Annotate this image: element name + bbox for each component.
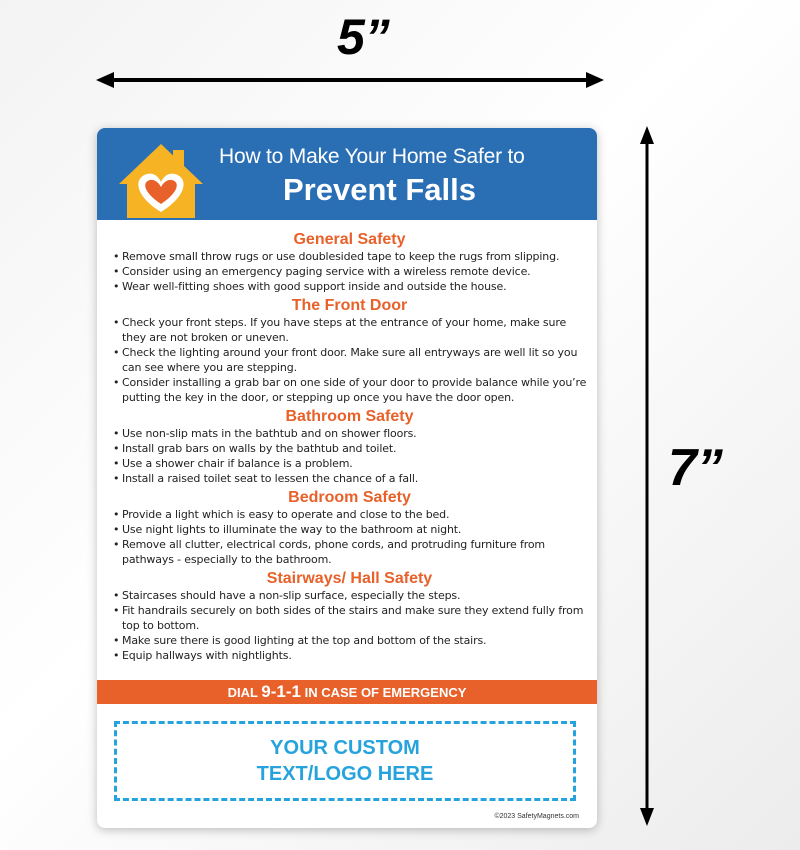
section-stairways-hall-safety <box>112 569 587 663</box>
tips-content <box>112 228 587 663</box>
bullet-list <box>112 315 587 405</box>
section-bedroom-safety <box>112 488 587 567</box>
bullet-list <box>112 588 587 663</box>
emergency-banner <box>97 680 597 704</box>
section-title: Bedroom Safety <box>288 489 411 506</box>
section-title: General Safety <box>293 231 406 248</box>
list-item: • Install grab bars on walls by the bathtub and toilet. <box>112 441 587 456</box>
section-title: Bathroom Safety <box>285 408 414 425</box>
height-arrow <box>640 126 654 826</box>
list-item: • Use night lights to illuminate the way to the bathroom at night. <box>112 522 587 537</box>
emergency-prefix: DIAL <box>227 685 262 700</box>
list-item: • Make sure there is good lighting at the top and bottom of the stairs. <box>112 633 587 648</box>
section-bathroom-safety <box>112 407 587 486</box>
list-item: • Use a shower chair if balance is a problem. <box>112 456 587 471</box>
header-title: Prevent Falls <box>283 172 476 207</box>
bullet-list <box>112 507 587 567</box>
list-item: • Fit handrails securely on both sides of the stairs and make sure they extend fully from top to bottom. <box>112 603 587 633</box>
bullet-list <box>112 426 587 486</box>
list-item: • Use non-slip mats in the bathtub and on shower floors. <box>112 426 587 441</box>
copyright-text: ©2023 SafetyMagnets.com <box>494 813 579 820</box>
section-general-safety <box>112 230 587 294</box>
list-item: • Consider using an emergency paging service with a wireless remote device. <box>112 264 587 279</box>
section-front-door <box>112 296 587 405</box>
width-arrow <box>96 72 604 88</box>
custom-text-line-1: YOUR CUSTOM <box>270 737 420 759</box>
list-item: • Equip hallways with nightlights. <box>112 648 587 663</box>
list-item: • Check the lighting around your front door. Make sure all entryways are well lit so you can see where you are stepping. <box>112 345 587 375</box>
list-item: • Provide a light which is easy to operate and close to the bed. <box>112 507 587 522</box>
list-item: • Staircases should have a non-slip surface, especially the steps. <box>112 588 587 603</box>
emergency-suffix: IN CASE OF EMERGENCY <box>300 685 467 700</box>
list-item: • Wear well-fitting shoes with good support inside and outside the house. <box>112 279 587 294</box>
emergency-number: 9-1-1 <box>261 682 301 701</box>
bullet-list <box>112 249 587 294</box>
header-pretitle: How to Make Your Home Safer to <box>219 145 525 168</box>
height-dimension-label: 7” <box>668 439 723 497</box>
safety-card <box>97 128 597 828</box>
width-dimension-label: 5” <box>337 9 390 65</box>
custom-text-line-2: TEXT/LOGO HERE <box>256 763 434 785</box>
custom-logo-placeholder <box>114 721 576 801</box>
list-item: • Consider installing a grab bar on one side of your door to provide balance while you’re putting the key in the door, or stepping up once you have the door open. <box>112 375 587 405</box>
list-item: • Remove small throw rugs or use doublesided tape to keep the rugs from slipping. <box>112 249 587 264</box>
card-header <box>97 128 597 220</box>
list-item: • Install a raised toilet seat to lessen the chance of a fall. <box>112 471 587 486</box>
list-item: • Remove all clutter, electrical cords, phone cords, and protruding furniture from pathways - especially to the bathroom. <box>112 537 587 567</box>
house-heart-icon <box>115 140 207 222</box>
section-title: The Front Door <box>291 297 408 314</box>
list-item: • Check your front steps. If you have steps at the entrance of your home, make sure they are not broken or uneven. <box>112 315 587 345</box>
section-title: Stairways/ Hall Safety <box>266 570 433 587</box>
